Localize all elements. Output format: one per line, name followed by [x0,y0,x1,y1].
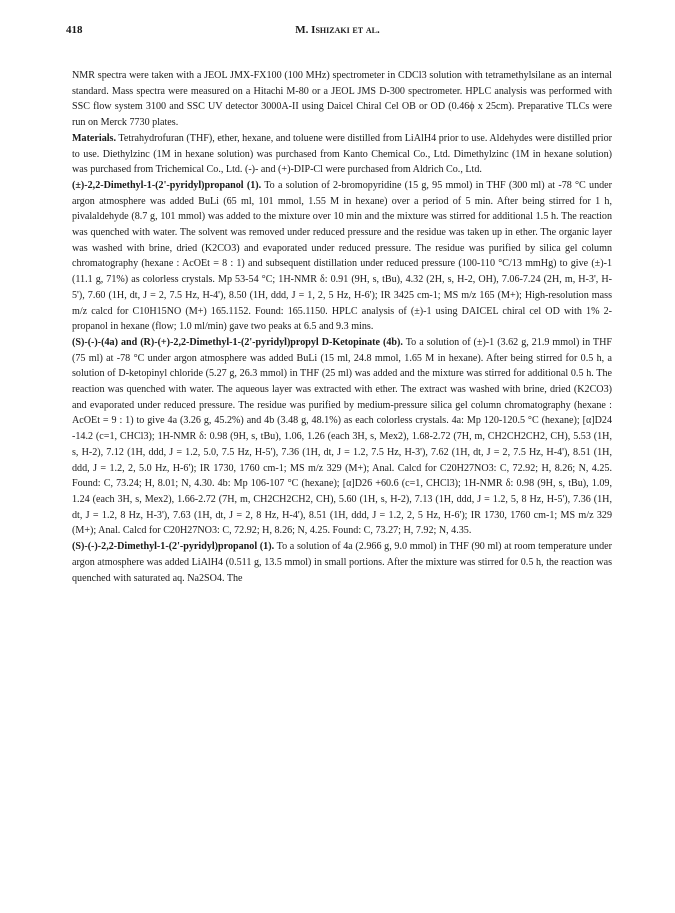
section-heading-materials: Materials. [72,132,117,144]
body-text [72,68,612,586]
paragraph-text: To a solution of 2-bromopyridine (15 g, 95 mmol) in THF (300 ml) at -78 °C under argon atmosphere was added BuLi (65 ml, 101 mmol, 1.55 M in hexane) over a period of 5 min. After being stirred for 1 h, pivalaldehyde (8.7 g, 101 mmol) was added to the mixture over 10 min and the mixture was stirred for additional 1.5 h. The reaction was quenched with water. The solvent was removed under reduced pressure and the residue was taken up in ether. The organic layer was washed with brine, dried (K2CO3) and evaporated under reduced pressure. The residue was purified by silica gel column chromatography (hexane : AcOEt = 8 : 1) and subsequent distillation under reduced pressure (100-110 °C/13 mmHg) to give (±)-1 (11.1 g, 71%) as colorless crystals. Mp 53-54 °C; 1H-NMR δ: 0.91 (9H, s, tBu), 4.32 (2H, s, H-2, OH), 7.06-7.24 (2H, m, H-3', H-5'), 7.60 (1H, dt, J = 2, 7.5 Hz, H-4'), 8.50 (1H, ddd, J = 1, 2, 5 Hz, H-6'); IR 3425 cm-1; MS m/z 165 (M+); High-resolution mass m/z calcd for C10H15NO (M+) 165.1152. Found: 165.1150. HPLC analysis of (±)-1 using DAICEL chiral cel OD with 1% 2-propanol in hexane (flow; 1.0 ml/min) gave two peaks at 6.5 and 9.3 mins. [72,179,613,333]
page-number: 418 [66,24,83,36]
page-header [66,24,603,40]
paragraph-text: NMR spectra were taken with a JEOL JMX-FX100 (100 MHz) spectrometer in CDCl3 solution with tetramethylsilane as an internal standard. Mass spectra were measured on a Hitachi M-80 or a JEOL JMS D-300 spectrometer. HPLC analysis was performed with SSC flow system 3100 and SSC UV detector 3000A-II using Daicel Chiral Cel OB or OD (0.46ϕ x 25cm). Preparative TLCs were run on Merck 7730 plates. [72,70,612,129]
paragraph-text: Tetrahydrofuran (THF), ether, hexane, and toluene were distilled from LiAlH4 prior to use. Aldehydes were distilled prior to use. Diethylzinc (1M in hexane solution) was purchased from Kanto Chemical Co., Ltd. Dimethylzinc (1M in hexane solution) was purchased from Trichemical Co., Ltd. (-)- and (+)-DIP-Cl were purchased from Aldrich Co., Ltd. [72,132,613,176]
paragraph-text: To a solution of 4a (2.966 g, 9.0 mmol) in THF (90 ml) at room temperature under argon atmosphere was added LiAlH4 (0.511 g, 13.5 mmol) in small portions. After the mixture was stirred for 0.5 h, the reaction was quenched with saturated aq. Na2SO4. The [72,541,613,584]
paragraph-racemic-propanol [72,178,612,335]
section-heading-racemic-propanol: (±)-2,2-Dimethyl-1-(2'-pyridyl)propanol (1). [72,179,262,191]
section-heading-ketopinate: (S)-(-)-(4a) and (R)-(+)-2,2-Dimethyl-1-(2'-pyridyl)propyl D-Ketopinate (4b). [72,336,403,348]
paragraph-ketopinate [72,335,612,539]
paragraph-materials [72,131,612,178]
paragraph-text: To a solution of (±)-1 (3.62 g, 21.9 mmol) in THF (75 ml) at -78 °C under argon atmosphere was added BuLi (15 ml, 24.8 mmol, 1.65 M in hexane). After being stirred for 0.5 h, a solution of D-ketopinyl chloride (5.27 g, 26.3 mmol) in THF (25 ml) was added and the mixture was stirred for additional 0.5 h. The reaction was quenched with water. The aqueous layer was extracted with ether. The extract was washed with brine, dried (K2CO3) and evaporated under reduced pressure. The residue was purified by medium-pressure silica gel column chromatography (hexane : AcOEt = 9 : 1) to give 4a (3.26 g, 45.2%) and 4b (3.48 g, 48.1%) as each colorless crystals. 4a: Mp 120-120.5 °C (hexane); [α]D24 -14.2 (c=1, CHCl3); 1H-NMR δ: 0.98 (9H, s, tBu), 1.06, 1.26 (each 3H, s, Mex2), 1.68-2.72 (7H, m, CH2CH2CH2, CH), 5.53 (1H, s, H-2), 7.12 (1H, ddd, J = 1.2, 5.0, 7.5 Hz, H-5'), 7.36 (1H, dt, J = 1.2, 7.5 Hz, H-3'), 7.62 (1H, dt, J = 2, 7.5 Hz, H-4'), 8.51 (1H, ddd, J = 1.2, 2, 5.0 Hz, H-6'); IR 1730, 1760 cm-1; MS m/z 329 (M+); Anal. Calcd for C20H27NO3: C, 72.92; H, 8.26; N, 4.25. Found: C, 73.24; H, 8.01; N, 4.30. 4b: Mp 106-107 °C (hexane); [α]D26 +60.6 (c=1, CHCl3); 1H-NMR δ: 0.98 (9H, s, tBu), 1.09, 1.24 (each 3H, s, Mex2), 1.66-2.72 (7H, m, CH2CH2CH2, CH), 5.60 (1H, s, H-2), 7.13 (1H, ddd, J = 1.2, 5, 8 Hz, H-5'), 7.36 (1H, dt, J = 1.2, 8 Hz, H-3'), 7.63 (1H, dt, J = 2, 8 Hz, H-4'), 8.51 (1H, ddd, J = 1.2, 2, 5 Hz, H-6'); IR 1730, 1760 cm-1; MS m/z 329 (M+); Anal. Calcd for C20H27NO3: C, 72.92; H, 8.26; N, 4.25. Found: C, 73.27; H, 7.92; N, 4.35. [72,336,612,537]
paragraph-instruments [72,68,612,131]
paragraph-s-propanol [72,539,612,586]
running-head: M. Ishizaki et al. [295,24,380,36]
section-heading-s-propanol: (S)-(-)-2,2-Dimethyl-1-(2'-pyridyl)propanol (1). [72,541,275,553]
